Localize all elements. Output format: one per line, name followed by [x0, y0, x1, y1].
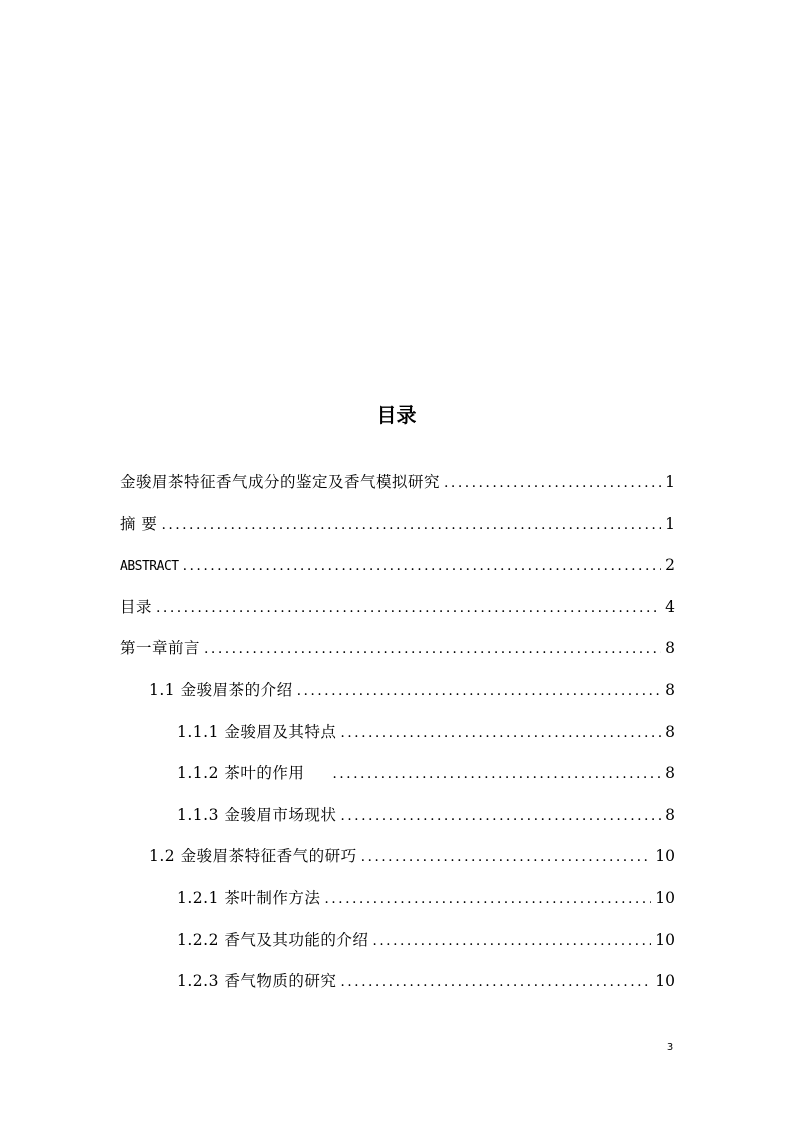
toc-leader-dots — [340, 717, 661, 749]
toc-entry-page: 10 — [655, 930, 675, 949]
toc-entry-page: 4 — [665, 597, 675, 616]
toc-entry-title[interactable] — [120, 466, 675, 508]
toc-entry-page: 2 — [665, 556, 675, 575]
toc-leader-dots — [324, 883, 651, 915]
toc-leader-dots — [161, 509, 661, 541]
toc-entry-page: 10 — [655, 972, 675, 991]
toc-leader-dots — [372, 925, 651, 957]
toc-entry-contents[interactable] — [120, 591, 675, 633]
toc-entry-label: 1.2.3 香气物质的研究 — [177, 972, 337, 991]
toc-entry-label: 1.2.1 茶叶制作方法 — [177, 888, 321, 907]
toc-entry-label: 1.2.2 香气及其功能的介绍 — [177, 930, 369, 949]
toc-entry-label: 1.1 金骏眉茶的介绍 — [149, 680, 293, 699]
toc-leader-dots — [340, 800, 661, 832]
toc-entry-page: 8 — [665, 722, 675, 741]
toc-entry-chapter-1[interactable] — [120, 632, 675, 674]
toc-entry-label: 目录 — [120, 597, 153, 616]
page-number: 3 — [666, 1042, 674, 1053]
toc-entry-page: 8 — [665, 764, 675, 783]
toc-leader-dots — [340, 966, 651, 998]
toc-entry-section-1-2-1[interactable] — [120, 882, 675, 924]
toc-leader-dots — [444, 467, 661, 499]
toc-entry-label: 1.2 金骏眉茶特征香气的研巧 — [149, 847, 357, 866]
toc-leader-dots — [361, 841, 652, 873]
toc-entry-section-1-1-1[interactable] — [120, 716, 675, 758]
toc-leader-dots — [332, 758, 661, 790]
toc-leader-dots — [297, 675, 662, 707]
toc-entry-section-1-2-3[interactable] — [120, 965, 675, 1007]
toc-entry-label: 1.1.3 金骏眉市场现状 — [177, 805, 337, 824]
toc-entry-abstract-en[interactable] — [120, 549, 675, 591]
toc-leader-dots — [156, 592, 661, 624]
toc-entry-label: 1.1.2 茶叶的作用 — [177, 764, 305, 783]
toc-entry-section-1-2-2[interactable] — [120, 924, 675, 966]
page-title: 目录 — [376, 403, 417, 427]
toc-entry-section-1-1[interactable] — [120, 674, 675, 716]
toc-entry-label: 金骏眉茶特征香气成分的鉴定及香气模拟研究 — [120, 473, 441, 491]
toc-entry-abstract-cn[interactable] — [120, 508, 675, 550]
toc-entry-section-1-1-3[interactable] — [120, 799, 675, 841]
toc-leader-dots — [204, 633, 661, 665]
toc-entry-section-1-1-2[interactable] — [120, 757, 675, 799]
toc-entry-label: 第一章前言 — [120, 639, 201, 658]
toc-entry-page: 8 — [665, 639, 675, 658]
toc-entry-page: 8 — [665, 805, 675, 824]
toc-leader-dots — [183, 550, 662, 582]
toc-entry-page: 1 — [665, 514, 675, 533]
toc-entry-page: 10 — [655, 888, 675, 907]
toc-entry-page: 1 — [665, 473, 675, 491]
toc-entry-section-1-2[interactable] — [120, 840, 675, 882]
toc-entry-page: 10 — [655, 847, 675, 866]
toc-entry-label: ABSTRACT — [120, 559, 179, 575]
table-of-contents — [120, 466, 675, 1007]
toc-entry-label: 1.1.1 金骏眉及其特点 — [177, 722, 337, 741]
toc-entry-page: 8 — [665, 680, 675, 699]
toc-entry-label: 摘 要 — [120, 514, 158, 533]
